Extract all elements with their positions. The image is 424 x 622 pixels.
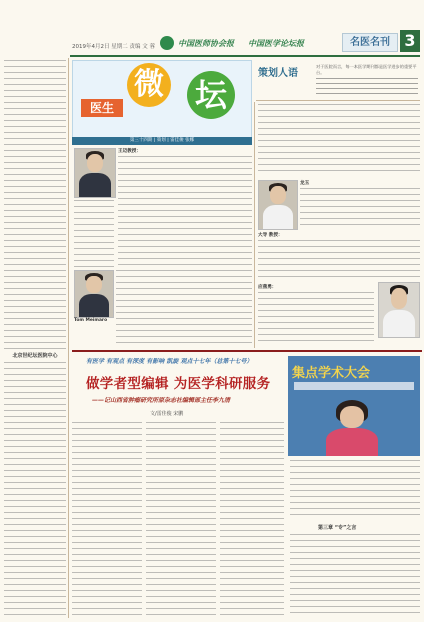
feature-headline: 做学者型编辑 为医学科研服务 [86,376,271,392]
left-column-text-bottom [4,362,66,617]
center-divider [254,102,255,348]
left-column-text-top [4,60,66,350]
feature-top-rule [72,350,422,352]
page-header [0,0,424,56]
feature-byline: 文/雷佳俊 宋鹏 [150,411,184,417]
banner-subtitle: 第三十四期 | 策划 | 雷佳俊 张娜 [72,137,252,145]
banner-char-wei: 微 [127,63,171,107]
interview-text-1b [74,200,114,268]
banner-tag [81,99,123,117]
interview-label-5: 应燕勇： [258,285,277,290]
banner-tag-text: 医生 [89,101,114,115]
planner-box [256,60,420,101]
feature-col-2 [146,422,216,618]
interview-text-2 [116,270,252,346]
interview-label-3: 龙玉 [300,181,310,186]
column-name: 名医名刊 [350,37,390,48]
left-column-divider [68,58,69,618]
doctor-photo-1 [74,148,116,198]
interview-text-1 [118,156,252,268]
header-rule [70,55,420,57]
feature-section-label: 第三章 “专”之言 [318,525,357,531]
doctor-photo-2 [74,270,114,318]
brand-logo [160,36,174,50]
doctor-photo-3 [258,180,298,230]
interview-label-1: 王迈教授： [118,149,141,154]
feature-subtitle-banner: 有医学 有观点 有深度 有影响 凯旋 观点十七年（总第十七号） [86,358,253,365]
right-text-bottom [258,292,374,346]
brand-subtitle: 中国医学论坛报 [248,39,304,48]
page-number: 3 [400,30,420,52]
interview-label-4: 大导 教授： [258,233,283,238]
feature-col-5 [290,534,420,618]
right-text-mid2 [258,240,420,280]
right-text-top [258,104,420,176]
left-column-heading: 北京世纪坛医院中心 [12,353,58,359]
planner-body-lines [316,78,418,98]
right-text-mid [300,188,420,228]
brand-title: 中国医师协会报 [178,39,234,48]
feature-col-3 [220,422,284,618]
banner-char-tan: 坛 [187,71,235,119]
feature-subheadline: ——记山西省肿瘤研究所原杂志社编辑部主任李九清 [92,397,231,404]
feature-col-4 [290,460,420,520]
doctor-photo-4 [378,282,420,338]
date-line: 2019年4月2日 星期二 责编 文 蓉 [72,44,155,50]
feature-col-1 [72,422,142,618]
feature-photo [288,356,420,456]
planner-heading: 策划人语 [258,68,298,79]
column-name-box [342,33,398,52]
banner [72,60,252,138]
feature-photo-caption: 集点学术大会 [292,366,371,381]
planner-summary: 对于医院而言，每一本医学期刊都是医学进步的重要平台。 [316,64,417,75]
interview-label-2: Tom Meimaro [74,318,108,323]
